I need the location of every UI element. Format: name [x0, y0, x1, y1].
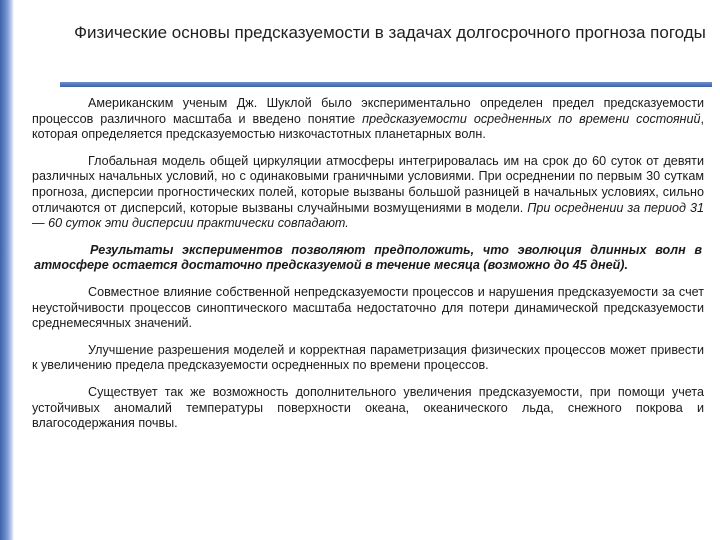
paragraph-shukla-term: предсказуемости осредненных по времени состояний: [362, 111, 701, 126]
paragraph-combined-influence: Совместное влияние собственной непредсказуемости процессов и нарушения предсказуемости за счет неустойчивости процессов синоптического масштаба недостаточно для потери динамической предсказуемости среднемесячных значений.: [32, 284, 704, 331]
title-divider: [60, 82, 712, 87]
paragraph-shukla: [32, 96, 704, 143]
paragraph-global-model-text: Глобальная модель общей циркуляции атмосферы интегрировалась им на срок до 60 суток от девяти различных начальных условий, но с одинаковыми граничными условиями. При осреднении по первым 30 суткам прогноза, дисперсии прогностических полей, которые вызваны большой разницей в начальных условиях, сильно отличаются от дисперсий, которые вызваны случайными возмущениями в модели.: [32, 153, 704, 215]
paragraph-global-model: [32, 154, 704, 232]
paragraph-shukla-tail: , которая определяется предсказуемостью низкочастотных планетарных волн.: [32, 111, 704, 142]
paragraph-shukla-text: Американским ученым Дж. Шуклой было экспериментально определен предел предсказуемости процессов различного масштаба и введено понятие: [32, 96, 704, 126]
paragraph-results: Результаты экспериментов позволяют предположить, что эволюция длинных волн в атмосфере остается достаточно предсказуемой в течение месяца (возможно до 45 дней).: [34, 242, 702, 273]
paragraph-anomalies: Существует так же возможность дополнительного увеличения предсказуемости, при помощи учета устойчивых аномалий температуры поверхности океана, океанического льда, снежного покрова и влагосодержания почвы.: [32, 384, 704, 431]
left-accent-bar: [0, 0, 14, 540]
paragraph-model-resolution: Улучшение разрешения моделей и корректная параметризация физических процессов может привести к увеличению предела предсказуемости осредненных по времени процессов.: [32, 342, 704, 373]
paragraph-global-model-conclusion: При осреднении за период 31 — 60 суток эти дисперсии практически совпадают.: [32, 200, 704, 231]
slide-body: [32, 96, 704, 443]
slide-title: Физические основы предсказуемости в задачах долгосрочного прогноза погоды: [74, 23, 706, 42]
